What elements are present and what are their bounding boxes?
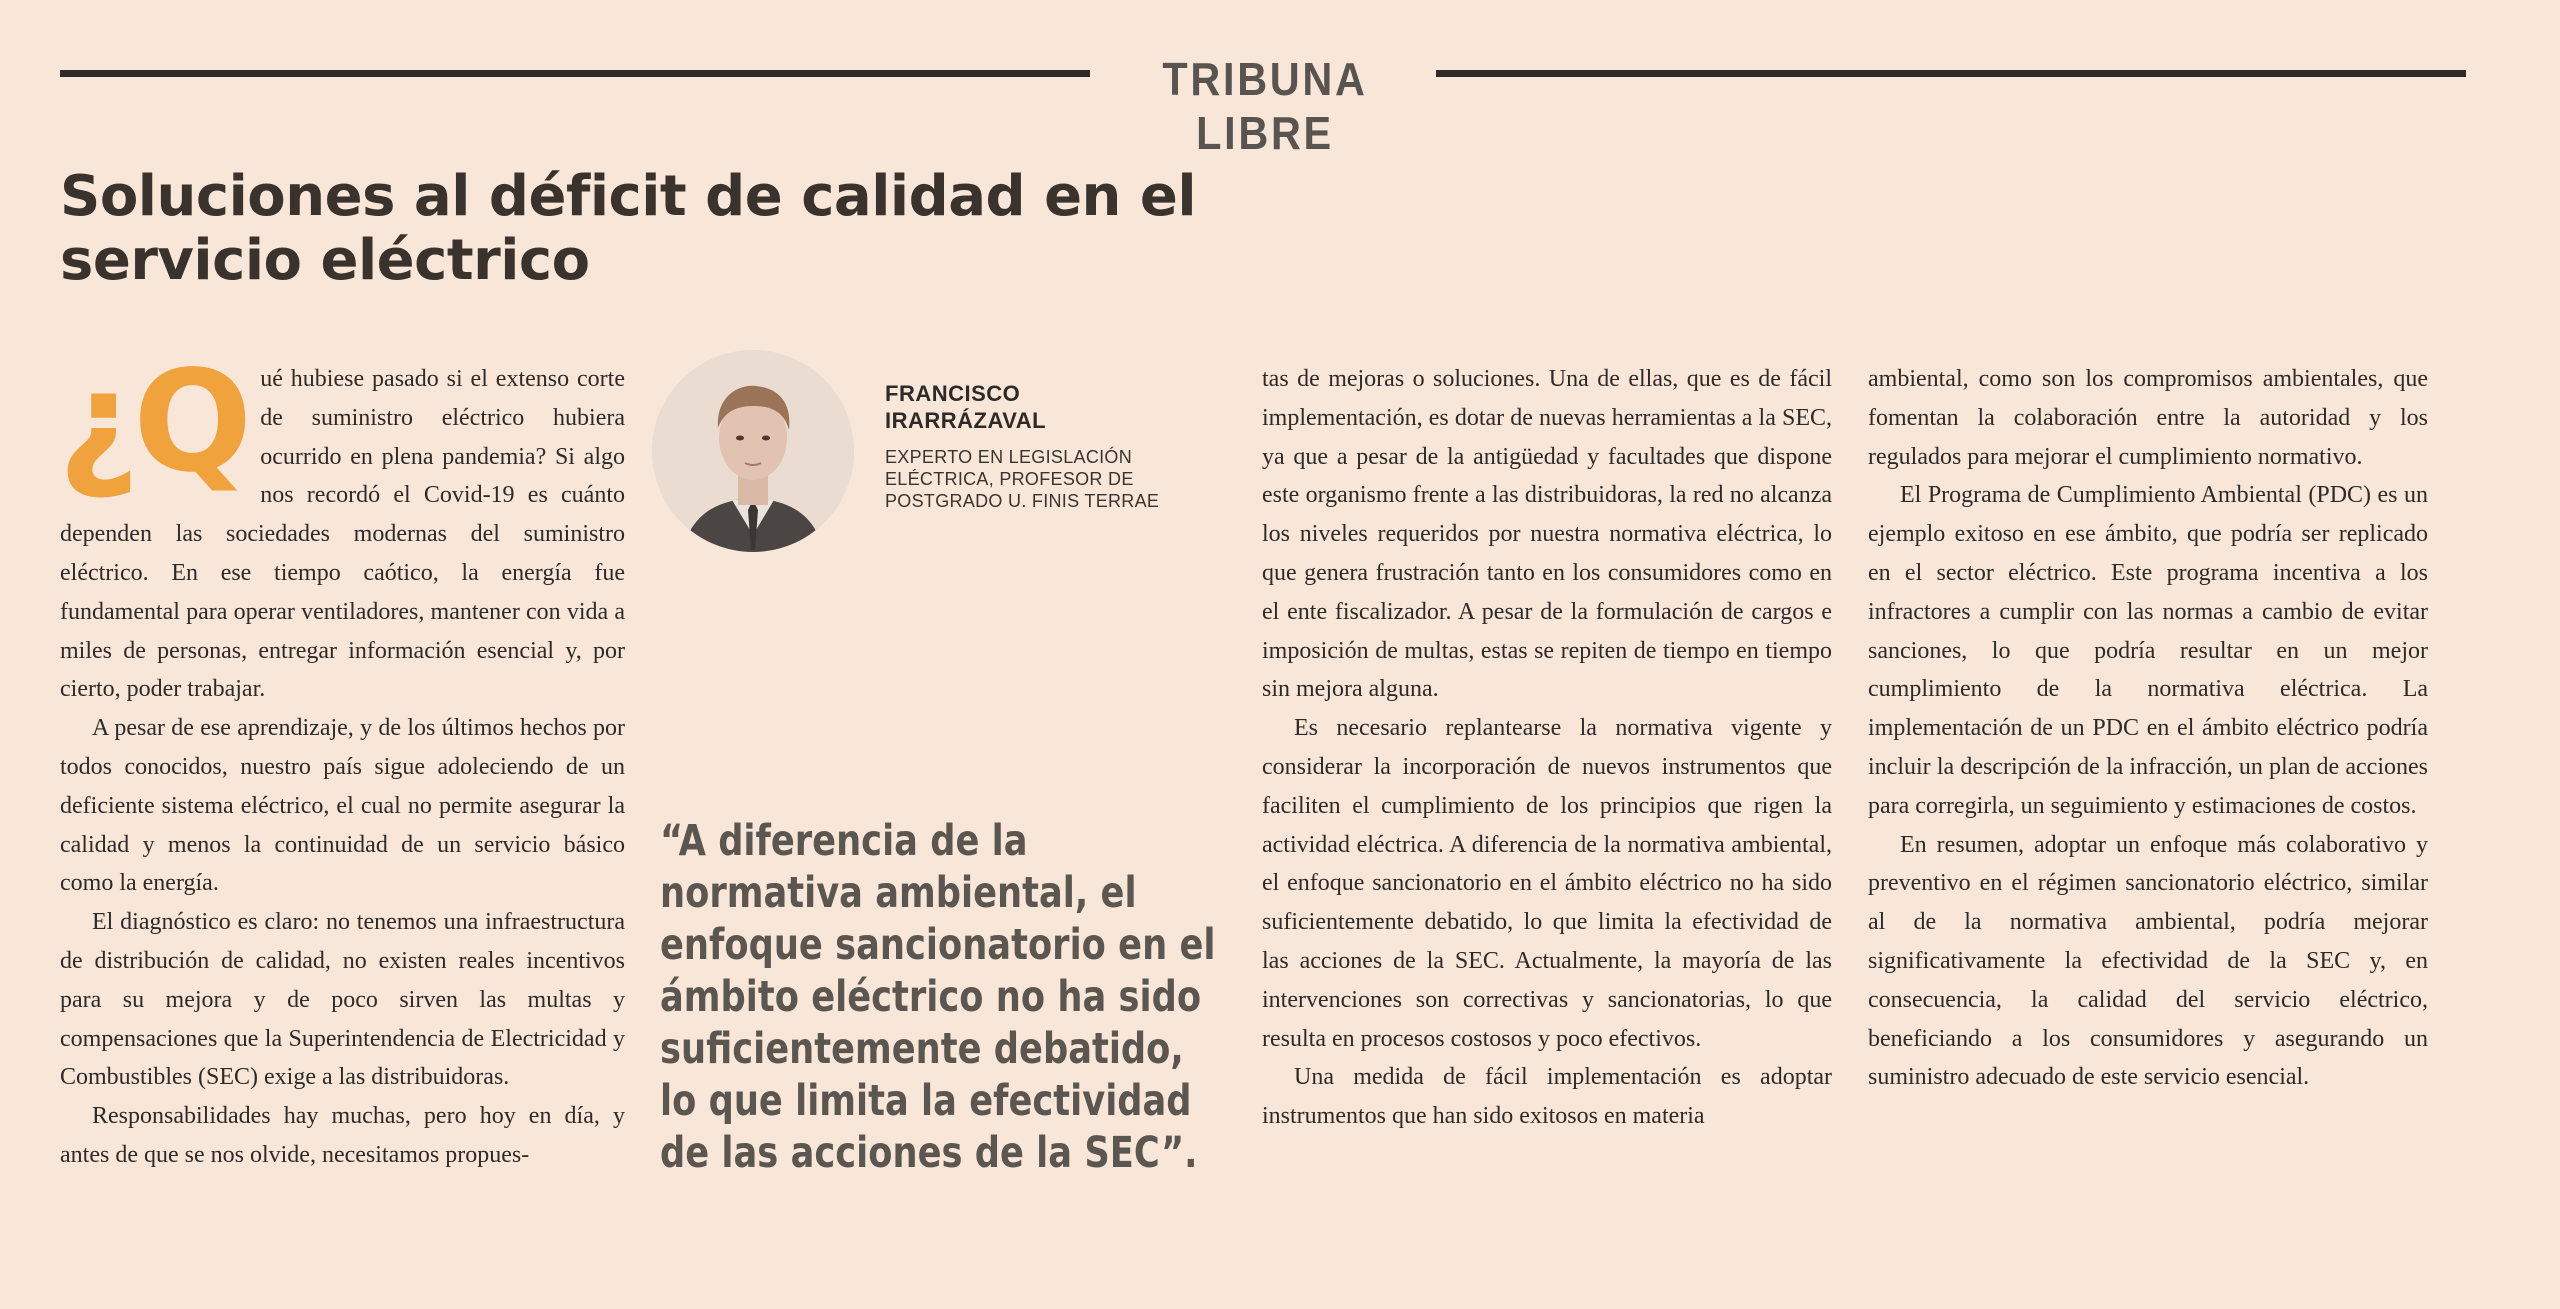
author-photo: [652, 350, 854, 552]
author-name: FRANCISCO IRARRÁZAVAL: [885, 381, 1047, 433]
article-paragraph: El diagnóstico es claro: no tenemos una infraestructura de distribución de calidad, no existen reales incentivos para su mejora y de poco sirven las multas y compensaciones que la Superintendencia de Electricidad y Combustibles (SEC) exige a las distribuidoras.: [60, 909, 625, 1091]
article-paragraph: El Programa de Cumplimiento Ambiental (PDC) es un ejemplo exitoso en ese ámbito, que podría ser replicado en el sector eléctrico. Este programa incentiva a los infractores a cumplir con las normas a cambio de evitar sanciones, lo que podría resultar en un mejor cumplimiento de la normativa eléctrica. La implementación de un PDC en el ámbito eléctrico podría incluir la descripción de la infracción, un plan de acciones para corregirla, un seguimiento y estimaciones de costos.: [1868, 482, 2428, 819]
author-portrait-icon: [652, 350, 854, 552]
article-paragraph: Es necesario replantearse la normativa vigente y considerar la incorporación de nuevos instrumentos que faciliten el cumplimiento de los principios que rigen la actividad eléctrica. A diferencia de la normativa ambiental, el enfoque sancionatorio en el ámbito eléctrico no ha sido suficientemente debatido, lo que limita la efectividad de las acciones de la SEC. Actualmente, la mayoría de las intervenciones son correctivas y sancionatorias, lo que resulta en procesos costosos y poco efectivos.: [1262, 715, 1832, 1052]
article-paragraph: ambiental, como son los compromisos ambientales, que fomentan la colaboración entre la autoridad y los regulados para mejorar el cumplimiento normativo.: [1868, 366, 2428, 470]
headline: Soluciones al déficit de calidad en el servicio eléctrico: [60, 164, 1197, 293]
header-rule-left: [60, 70, 1090, 77]
pull-quote: “A diferencia de la normativa ambiental, el enfoque sancionatorio en el ámbito eléctrico no ha sido suficientemente debatido, lo que limita la efectividad de las acciones de la SEC”.: [660, 816, 1216, 1178]
article-column-1: [58, 341, 625, 1175]
article-paragraph: tas de mejoras o soluciones. Una de ellas, que es de fácil implementación, es dotar de nuevas herramientas a la SEC, ya que a pesar de la antigüedad y facultades que dispone este organismo frente a las distribuidoras, la red no alcanza los niveles requeridos por nuestra normativa eléctrica, lo que genera frustración tanto en los consumidores como en el ente fiscalizador. A pesar de la formulación de cargos e imposición de multas, estas se repiten de tiempo en tiempo sin mejora alguna.: [1262, 366, 1832, 703]
drop-cap: ¿Q: [58, 341, 247, 504]
article-paragraph: ¿Q ué hubiese pasado si el extenso corte de suministro eléctrico hubiera ocurrido en plena pandemia? Si algo nos recordó el Covid-19 es cuánto dependen las sociedades modernas del suministro eléctrico. En ese tiempo caótico, la energía fue fundamental para operar ventiladores, mantener con vida a miles de personas, entregar información esencial y, por cierto, poder trabajar.: [58, 341, 625, 703]
article-column-2: [1262, 360, 1832, 1136]
author-role: EXPERTO EN LEGISLACIÓN ELÉCTRICA, PROFESOR DE POSTGRADO U. FINIS TERRAE: [885, 447, 1160, 511]
article-paragraph: Una medida de fácil implementación es adoptar instrumentos que han sido exitosos en materia: [1262, 1064, 1832, 1130]
article-paragraph: Responsabilidades hay muchas, pero hoy en día, y antes de que se nos olvide, necesitamos propues-: [60, 1103, 625, 1168]
article-paragraph: En resumen, adoptar un enfoque más colaborativo y preventivo en el régimen sancionatorio eléctrico, similar al de la normativa ambiental, podría mejorar significativamente la efectividad de la SEC y, en consecuencia, la calidad del servicio eléctrico, beneficiando a los consumidores y asegurando un suministro adecuado de este servicio esencial.: [1868, 831, 2428, 1091]
section-label: TRIBUNA LIBRE: [1162, 53, 1368, 159]
header-rule-right: [1436, 70, 2466, 77]
article-column-3: [1868, 360, 2428, 1097]
article-paragraph: A pesar de ese aprendizaje, y de los últimos hechos por todos conocidos, nuestro país sigue adoleciendo de un deficiente sistema eléctrico, el cual no permite asegurar la calidad y menos la continuidad de un servicio básico como la energía.: [60, 715, 625, 897]
